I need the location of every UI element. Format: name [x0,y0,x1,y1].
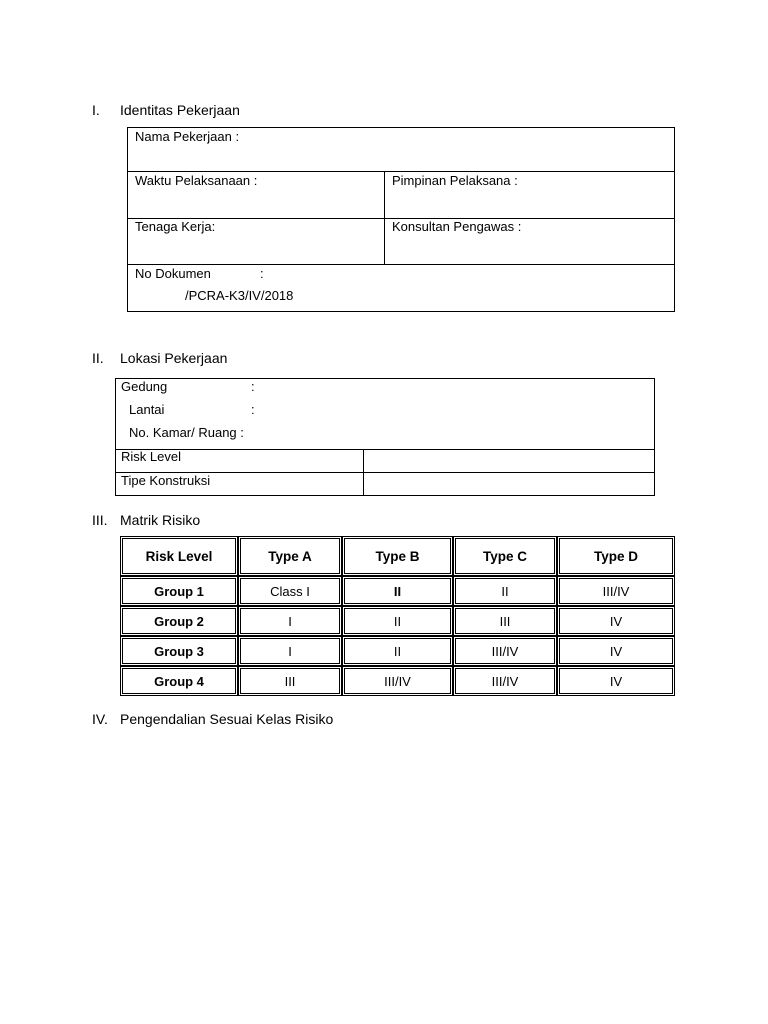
matrix-cell: II [342,606,453,636]
matrix-row-group-3: Group 3 [120,636,238,666]
waktu-pelaksanaan-field[interactable]: Waktu Pelaksanaan : [135,173,258,188]
section-number: I. [92,102,100,118]
matrix-header-type-a: Type A [238,536,342,576]
no-dokumen-label: No Dokumen [135,266,211,281]
matrix-cell: Class I [238,576,342,606]
tipe-konstruksi-value-field[interactable] [365,473,653,495]
gedung-label: Gedung [121,379,168,394]
pimpinan-pelaksana-field[interactable]: Pimpinan Pelaksana : [392,173,518,188]
matrix-cell: II [342,636,453,666]
section-heading-pengendalian [92,711,492,727]
kamar-ruang-label: No. Kamar/ Ruang : [129,425,244,440]
section-title: Matrik Risiko [120,512,201,528]
section-title: Identitas Pekerjaan [120,102,240,118]
section-heading-lokasi [92,350,392,366]
matrix-cell: III/IV [453,636,557,666]
konsultan-pengawas-field[interactable]: Konsultan Pengawas : [392,219,522,234]
risk-matrix-table [120,536,675,696]
tenaga-kerja-field[interactable]: Tenaga Kerja: [135,219,216,234]
lantai-label: Lantai [129,402,165,417]
matrix-cell: II [342,576,453,606]
gedung-colon: : [251,379,255,394]
risk-level-value-field[interactable] [365,450,653,472]
no-dokumen-value[interactable]: /PCRA-K3/IV/2018 [185,288,294,303]
matrix-cell: IV [557,636,675,666]
matrix-row-group-1: Group 1 [120,576,238,606]
matrix-header-type-b: Type B [342,536,453,576]
lantai-colon: : [251,402,255,417]
section-title: Lokasi Pekerjaan [120,350,228,366]
matrix-cell: II [453,576,557,606]
matrix-cell: I [238,606,342,636]
matrix-header-risk-level: Risk Level [120,536,238,576]
section-number: III. [92,512,108,528]
tipe-konstruksi-label: Tipe Konstruksi [121,473,211,488]
matrix-cell: III [453,606,557,636]
section-number: IV. [92,711,108,727]
matrix-header-type-d: Type D [557,536,675,576]
section-heading-matrik [92,512,392,528]
matrix-cell: IV [557,606,675,636]
matrix-row-group-2: Group 2 [120,606,238,636]
matrix-row-group-4: Group 4 [120,666,238,696]
matrix-cell: III/IV [453,666,557,696]
section-title: Pengendalian Sesuai Kelas Risiko [120,711,334,727]
section-heading-identitas [92,102,392,118]
matrix-cell: III/IV [342,666,453,696]
section-number: II. [92,350,104,366]
matrix-cell: IV [557,666,675,696]
no-dokumen-colon: : [260,266,264,281]
identitas-form [127,127,675,312]
matrix-cell: I [238,636,342,666]
matrix-cell: III/IV [557,576,675,606]
matrix-cell: III [238,666,342,696]
risk-level-label: Risk Level [121,449,181,464]
matrix-header-type-c: Type C [453,536,557,576]
nama-pekerjaan-field[interactable]: Nama Pekerjaan : [135,129,240,144]
lokasi-form [115,378,655,496]
